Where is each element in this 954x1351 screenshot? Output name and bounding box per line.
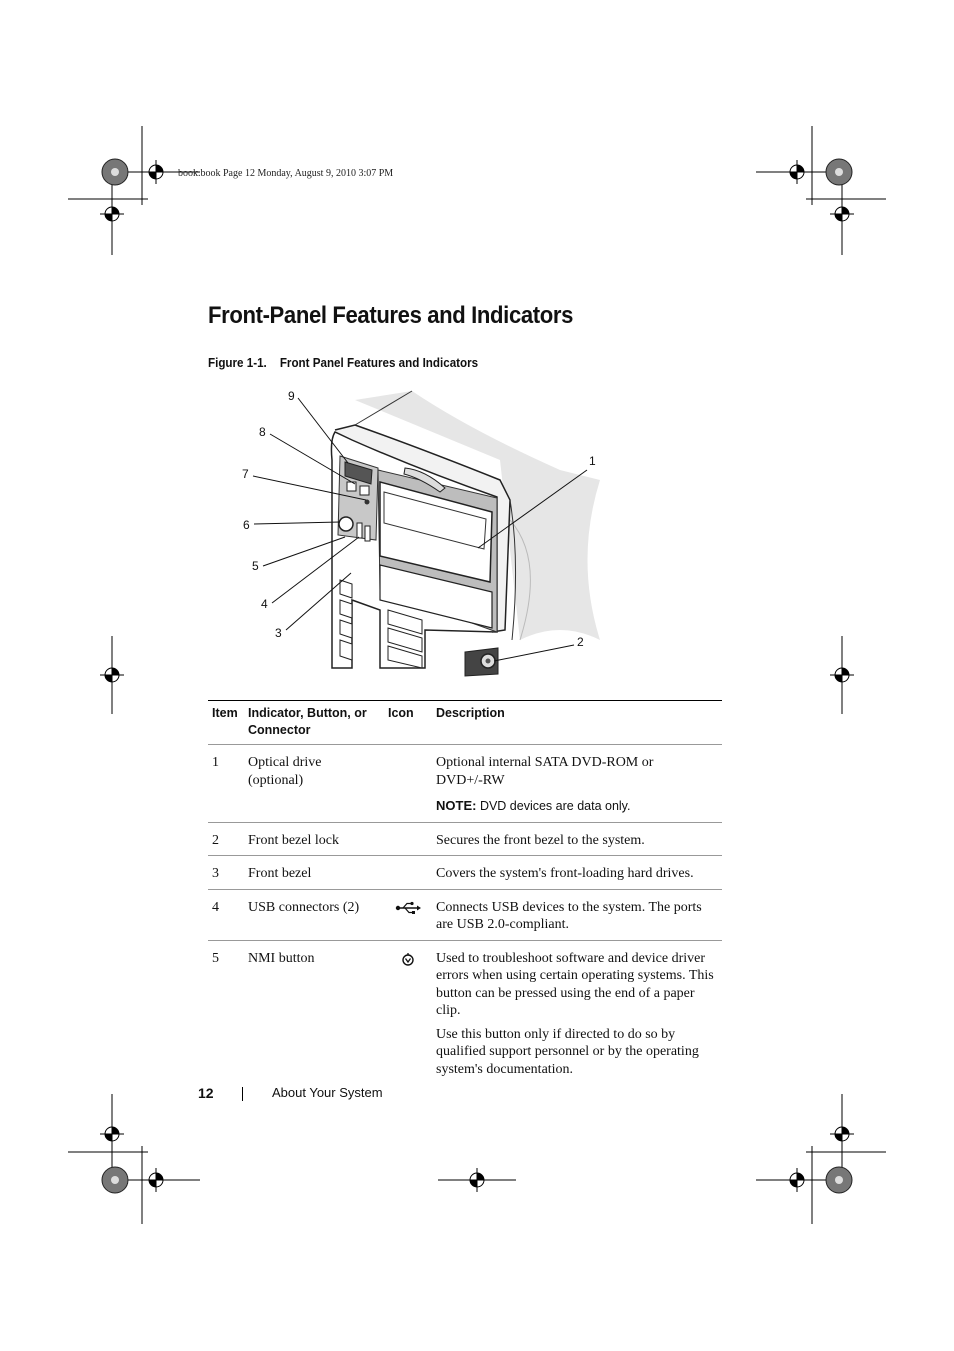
row-description: Connects USB devices to the system. The ports are USB 2.0-compliant.	[432, 889, 722, 940]
row-icon	[384, 822, 432, 856]
row-description-cell	[432, 940, 722, 1084]
table-row	[208, 889, 722, 940]
row-name: Front bezel	[244, 856, 384, 890]
note-label: NOTE:	[436, 798, 477, 813]
figure-label: Figure 1-1.	[208, 356, 267, 370]
front-panel-illustration	[230, 385, 630, 685]
row-item: 3	[208, 856, 244, 890]
row-description: Used to troubleshoot software and device driver errors when using certain operating systems. This button can be pressed using the end of a paper clip.	[436, 950, 714, 1018]
figure-caption	[208, 356, 478, 370]
row-name: NMI button	[248, 950, 315, 966]
callout-4: 4	[261, 597, 268, 611]
row-icon	[384, 889, 432, 940]
table-header-row	[208, 701, 722, 745]
page-footer	[198, 1085, 383, 1101]
header-icon: Icon	[384, 701, 432, 745]
footer-divider	[242, 1087, 243, 1101]
table-row	[208, 822, 722, 856]
callout-1: 1	[589, 454, 596, 468]
table-row	[208, 856, 722, 890]
row-icon	[384, 856, 432, 890]
row-item: 2	[208, 822, 244, 856]
header-indicator: Indicator, Button, or Connector	[244, 701, 384, 745]
running-header: book.book Page 12 Monday, August 9, 2010 3:07 PM	[178, 168, 394, 179]
footer-section-title: About Your System	[272, 1085, 383, 1100]
callout-7: 7	[242, 467, 249, 481]
page-number: 12	[198, 1085, 214, 1101]
row-name: Optical drive (optional)	[244, 745, 384, 823]
header-item: Item	[208, 701, 244, 745]
row-name: USB connectors (2)	[244, 889, 384, 940]
callout-8: 8	[259, 425, 266, 439]
row-name: Front bezel lock	[244, 822, 384, 856]
page-title: Front-Panel Features and Indicators	[208, 302, 574, 329]
note	[436, 797, 718, 816]
note-text: DVD devices are data only.	[479, 799, 631, 813]
callout-5: 5	[252, 559, 259, 573]
row-description: Optional internal SATA DVD-ROM or DVD+/-RW	[436, 755, 654, 788]
callout-9: 9	[288, 389, 295, 403]
table-row	[208, 940, 722, 1084]
nmi-icon	[401, 952, 415, 966]
row-item: 1	[208, 745, 244, 823]
row-item: 5	[212, 950, 219, 966]
header-description: Description	[432, 701, 722, 745]
row-description: Covers the system's front-loading hard drives.	[432, 856, 722, 890]
table-row	[208, 745, 722, 823]
row-icon	[384, 940, 432, 1084]
figure-title: Front Panel Features and Indicators	[279, 356, 479, 370]
row-description: Secures the front bezel to the system.	[432, 822, 722, 856]
row-description-2: Use this button only if directed to do so by qualified support personnel or by the operating system's documentation.	[436, 1026, 699, 1077]
callout-3: 3	[275, 626, 282, 640]
row-description-cell	[432, 745, 722, 823]
callout-2: 2	[577, 635, 584, 649]
row-icon	[384, 745, 432, 823]
row-item: 4	[208, 889, 244, 940]
features-table	[208, 700, 722, 1084]
usb-icon	[395, 901, 421, 915]
callout-6: 6	[243, 518, 250, 532]
